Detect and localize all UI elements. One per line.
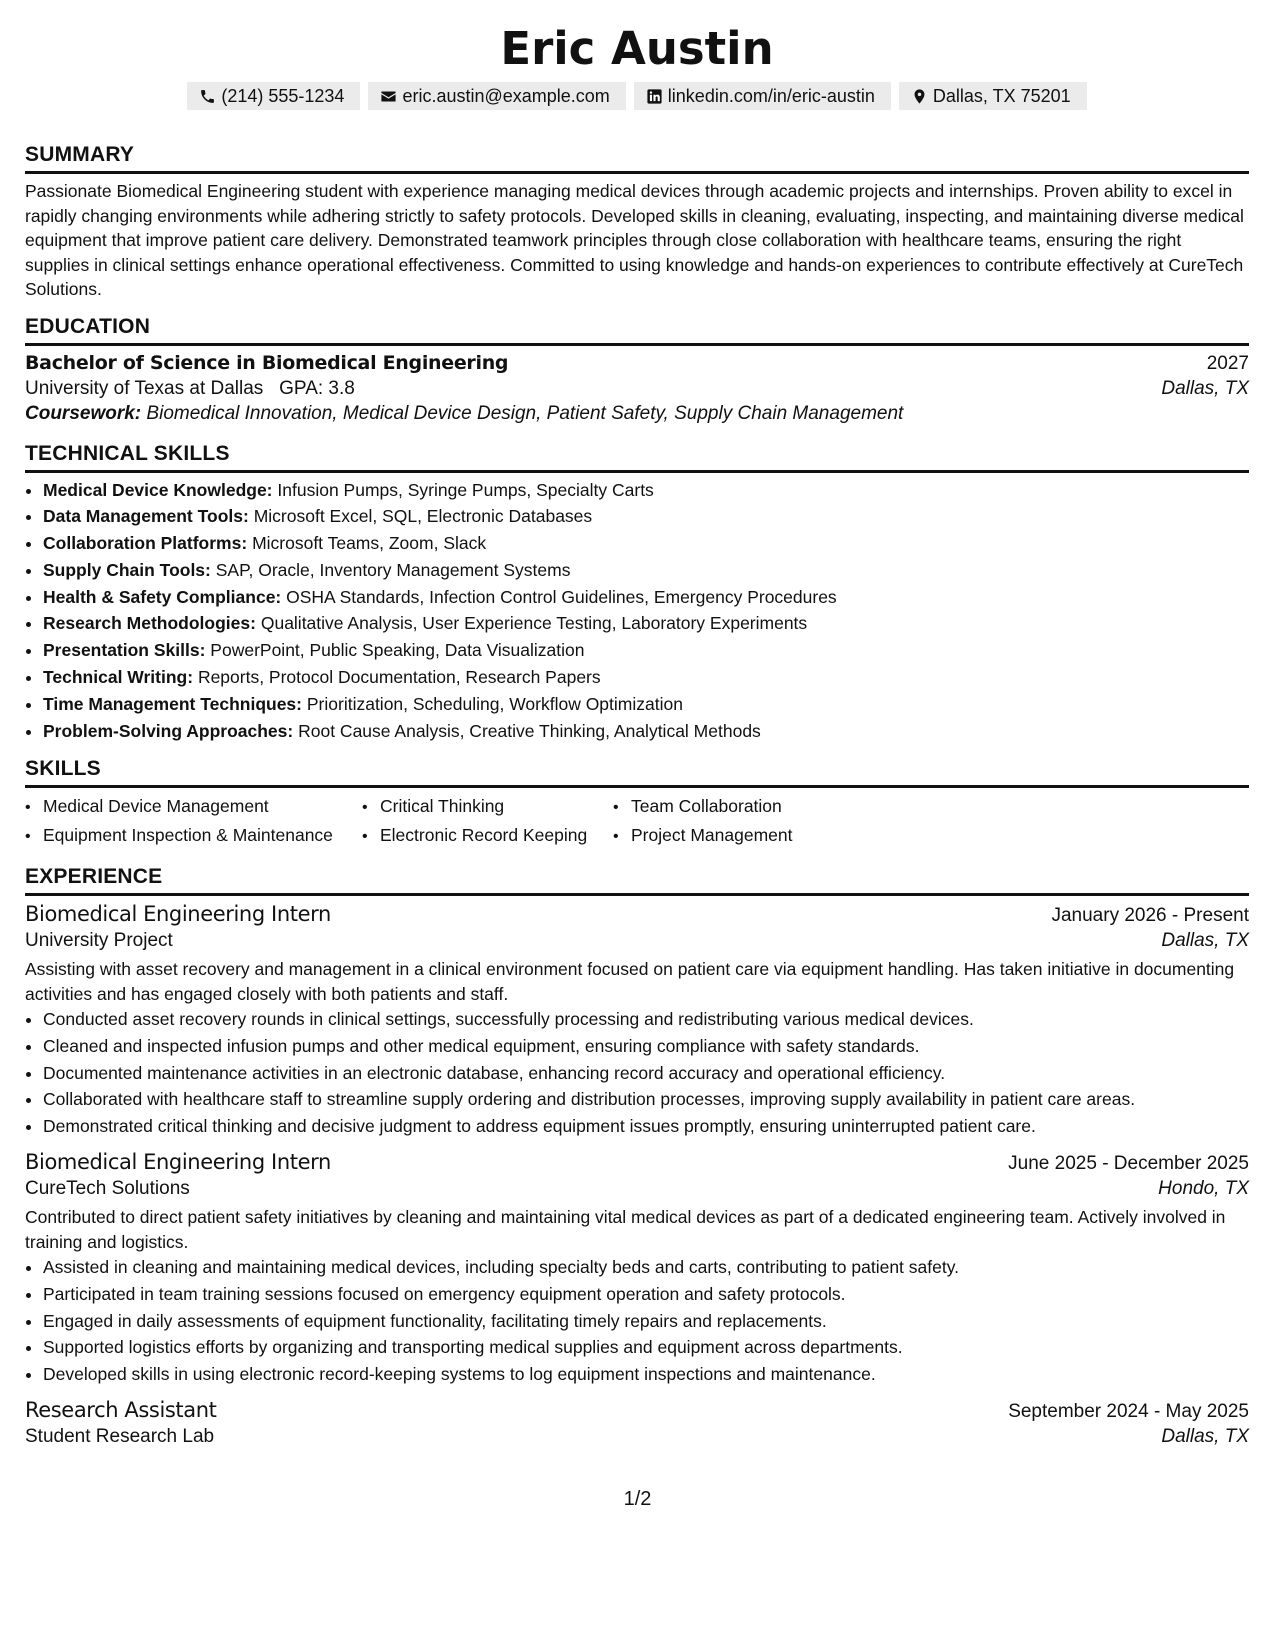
job-dates: January 2026 - Present <box>1051 905 1249 927</box>
skill-text: Critical Thinking <box>380 796 505 817</box>
skill-item <box>362 822 613 851</box>
job-organization: Student Research Lab <box>25 1426 215 1448</box>
skill-item <box>613 822 913 851</box>
job-title: Biomedical Engineering Intern <box>25 1150 331 1175</box>
job-bullets <box>25 1254 1249 1388</box>
technical-skills-section <box>25 441 1249 745</box>
job-dates: September 2024 - May 2025 <box>1008 1401 1249 1423</box>
job-dates: June 2025 - December 2025 <box>1008 1153 1249 1175</box>
contact-location <box>899 82 1087 110</box>
skills-section <box>25 756 1249 851</box>
technical-skill-label: Technical Writing: <box>43 667 194 688</box>
technical-skill-label: Research Methodologies: <box>43 613 256 634</box>
summary-text: Passionate Biomedical Engineering student with experience managing medical devices through academic projects and internships. Proven ability to excel in rapidly changing environments while adhering strictly to safety protocols. Developed skills in cleaning, evaluating, inspecting, and maintaining diverse medical equipment that improve patient care delivery. Demonstrated teamwork principles through close collaboration with healthcare teams, ensuring the right supplies in clinical settings enhance operational effectiveness. Committed to using knowledge and hands-on experiences to contribute effectively at CureTech Solutions. <box>25 181 1244 299</box>
technical-skill-item <box>43 503 1249 530</box>
technical-skill-item <box>43 691 1249 718</box>
skill-item <box>362 793 613 822</box>
job-bullet: • Conducted asset recovery rounds in clinical settings, successfully processing and redistributing various medical devices. <box>43 1006 1249 1033</box>
education-section <box>25 314 1249 425</box>
job-bullet: • Collaborated with healthcare staff to streamline supply ordering and distribution processes, improving supply availability in patient care areas. <box>43 1086 1249 1113</box>
job-bullet: • Assisted in cleaning and maintaining medical devices, including specialty beds and carts, contributing to patient safety. <box>43 1254 1249 1281</box>
skill-text: Equipment Inspection & Maintenance <box>43 825 333 846</box>
technical-skill-item <box>43 477 1249 504</box>
job-entry <box>25 902 1249 1140</box>
job-entry <box>25 1398 1249 1448</box>
contact-bar <box>25 82 1249 110</box>
section-title-skills: SKILLS <box>25 756 1249 788</box>
technical-skill-value: PowerPoint, Public Speaking, Data Visualization <box>210 640 585 661</box>
technical-skill-value: SAP, Oracle, Inventory Management Systems <box>215 559 571 580</box>
job-bullet: • Documented maintenance activities in an electronic database, enhancing record accuracy and operational efficiency. <box>43 1060 1249 1087</box>
degree-name: Bachelor of Science in Biomedical Engineering <box>25 351 509 374</box>
job-header-row <box>25 1398 1249 1423</box>
technical-skill-value: Microsoft Teams, Zoom, Slack <box>252 533 487 554</box>
contact-email[interactable] <box>368 82 625 110</box>
section-title-experience: EXPERIENCE <box>25 864 1249 896</box>
technical-skill-value: Microsoft Excel, SQL, Electronic Databases <box>253 506 593 527</box>
experience-section <box>25 864 1249 1448</box>
section-title-education: EDUCATION <box>25 314 1249 346</box>
skill-item <box>613 793 913 822</box>
school-name: University of Texas at Dallas <box>25 377 264 399</box>
phone-icon <box>199 88 216 105</box>
technical-skill-item <box>43 718 1249 745</box>
coursework-line <box>25 403 1249 425</box>
technical-skill-label: Data Management Tools: <box>43 506 249 527</box>
technical-skill-label: Supply Chain Tools: <box>43 559 211 580</box>
job-title: Research Assistant <box>25 1398 217 1423</box>
job-org-row <box>25 1178 1249 1200</box>
job-title: Biomedical Engineering Intern <box>25 902 331 927</box>
skill-text: Electronic Record Keeping <box>380 825 588 846</box>
job-summary: Assisting with asset recovery and management in a clinical environment focused on patient care via equipment handling. Has taken initiative in documenting activities and has engaged closely with both patients and staff. <box>25 959 1235 1004</box>
job-location: Hondo, TX <box>1158 1178 1249 1200</box>
skill-text: Team Collaboration <box>631 796 782 817</box>
coursework-list: Biomedical Innovation, Medical Device Design, Patient Safety, Supply Chain Management <box>146 402 904 424</box>
skill-text: Project Management <box>631 825 793 846</box>
job-bullet: • Participated in team training sessions focused on emergency equipment operation and safety protocols. <box>43 1281 1249 1308</box>
job-org-row <box>25 930 1249 952</box>
section-title-summary: SUMMARY <box>25 142 1249 174</box>
technical-skill-label: Time Management Techniques: <box>43 693 302 714</box>
gpa: GPA: 3.8 <box>279 377 355 399</box>
job-bullet: • Engaged in daily assessments of equipment functionality, facilitating timely repairs and replacements. <box>43 1308 1249 1335</box>
technical-skill-value: Infusion Pumps, Syringe Pumps, Specialty Carts <box>277 479 654 500</box>
skill-item <box>25 822 362 851</box>
job-location: Dallas, TX <box>1161 1426 1249 1448</box>
technical-skill-value: Prioritization, Scheduling, Workflow Optimization <box>306 693 683 714</box>
job-bullet: • Developed skills in using electronic record-keeping systems to log equipment inspections and maintenance. <box>43 1361 1249 1388</box>
location-text: Dallas, TX 75201 <box>932 86 1071 106</box>
job-organization: CureTech Solutions <box>25 1178 190 1200</box>
phone-text: (214) 555-1234 <box>221 86 345 106</box>
technical-skill-value: OSHA Standards, Infection Control Guidelines, Emergency Procedures <box>286 586 837 607</box>
email-text: eric.austin@example.com <box>402 86 610 106</box>
graduation-year: 2027 <box>1206 352 1249 374</box>
section-title-technical-skills: TECHNICAL SKILLS <box>25 441 1249 473</box>
resume-page <box>25 18 1249 1448</box>
candidate-name: Eric Austin <box>500 22 774 75</box>
coursework-label: Coursework: <box>25 402 142 424</box>
technical-skill-value: Root Cause Analysis, Creative Thinking, Analytical Methods <box>298 720 761 741</box>
technical-skill-item <box>43 557 1249 584</box>
linkedin-icon <box>646 88 663 105</box>
technical-skill-label: Medical Device Knowledge: <box>43 479 273 500</box>
technical-skill-value: Reports, Protocol Documentation, Research Papers <box>197 667 601 688</box>
linkedin-text: linkedin.com/in/eric-austin <box>667 86 875 106</box>
school-line <box>25 378 355 400</box>
summary-section <box>25 142 1249 302</box>
technical-skills-list <box>25 477 1249 745</box>
contact-phone[interactable] <box>187 82 360 110</box>
jobs-list <box>25 902 1249 1448</box>
technical-skill-item <box>43 664 1249 691</box>
technical-skill-label: Problem-Solving Approaches: <box>43 720 294 741</box>
technical-skill-item <box>43 530 1249 557</box>
skill-text: Medical Device Management <box>43 796 269 817</box>
job-location: Dallas, TX <box>1161 930 1249 952</box>
technical-skill-label: Health & Safety Compliance: <box>43 586 282 607</box>
technical-skill-label: Presentation Skills: <box>43 640 206 661</box>
technical-skill-label: Collaboration Platforms: <box>43 533 248 554</box>
job-header-row <box>25 1150 1249 1175</box>
technical-skill-item <box>43 584 1249 611</box>
page-number: 1/2 <box>623 1488 652 1510</box>
technical-skill-item <box>43 637 1249 664</box>
technical-skill-value: Qualitative Analysis, User Experience Testing, Laboratory Experiments <box>260 613 808 634</box>
job-bullet: • Demonstrated critical thinking and decisive judgment to address equipment issues promptly, ensuring uninterrupted patient care. <box>43 1113 1249 1140</box>
map-pin-icon <box>911 88 928 105</box>
job-organization: University Project <box>25 930 173 952</box>
education-location: Dallas, TX <box>1161 377 1249 399</box>
envelope-icon <box>380 88 397 105</box>
job-header-row <box>25 902 1249 927</box>
skill-item <box>25 793 362 822</box>
job-bullet: • Cleaned and inspected infusion pumps and other medical equipment, ensuring compliance with safety standards. <box>43 1033 1249 1060</box>
skills-grid <box>25 793 1249 851</box>
job-org-row <box>25 1426 1249 1448</box>
job-summary: Contributed to direct patient safety initiatives by cleaning and maintaining vital medical devices as part of a dedicated engineering team. Actively involved in training and logistics. <box>25 1207 1226 1252</box>
job-bullets <box>25 1006 1249 1140</box>
job-bullet: • Supported logistics efforts by organizing and transporting medical supplies and equipment across departments. <box>43 1334 1249 1361</box>
contact-linkedin[interactable] <box>634 82 891 110</box>
technical-skill-item <box>43 610 1249 637</box>
job-entry <box>25 1150 1249 1388</box>
